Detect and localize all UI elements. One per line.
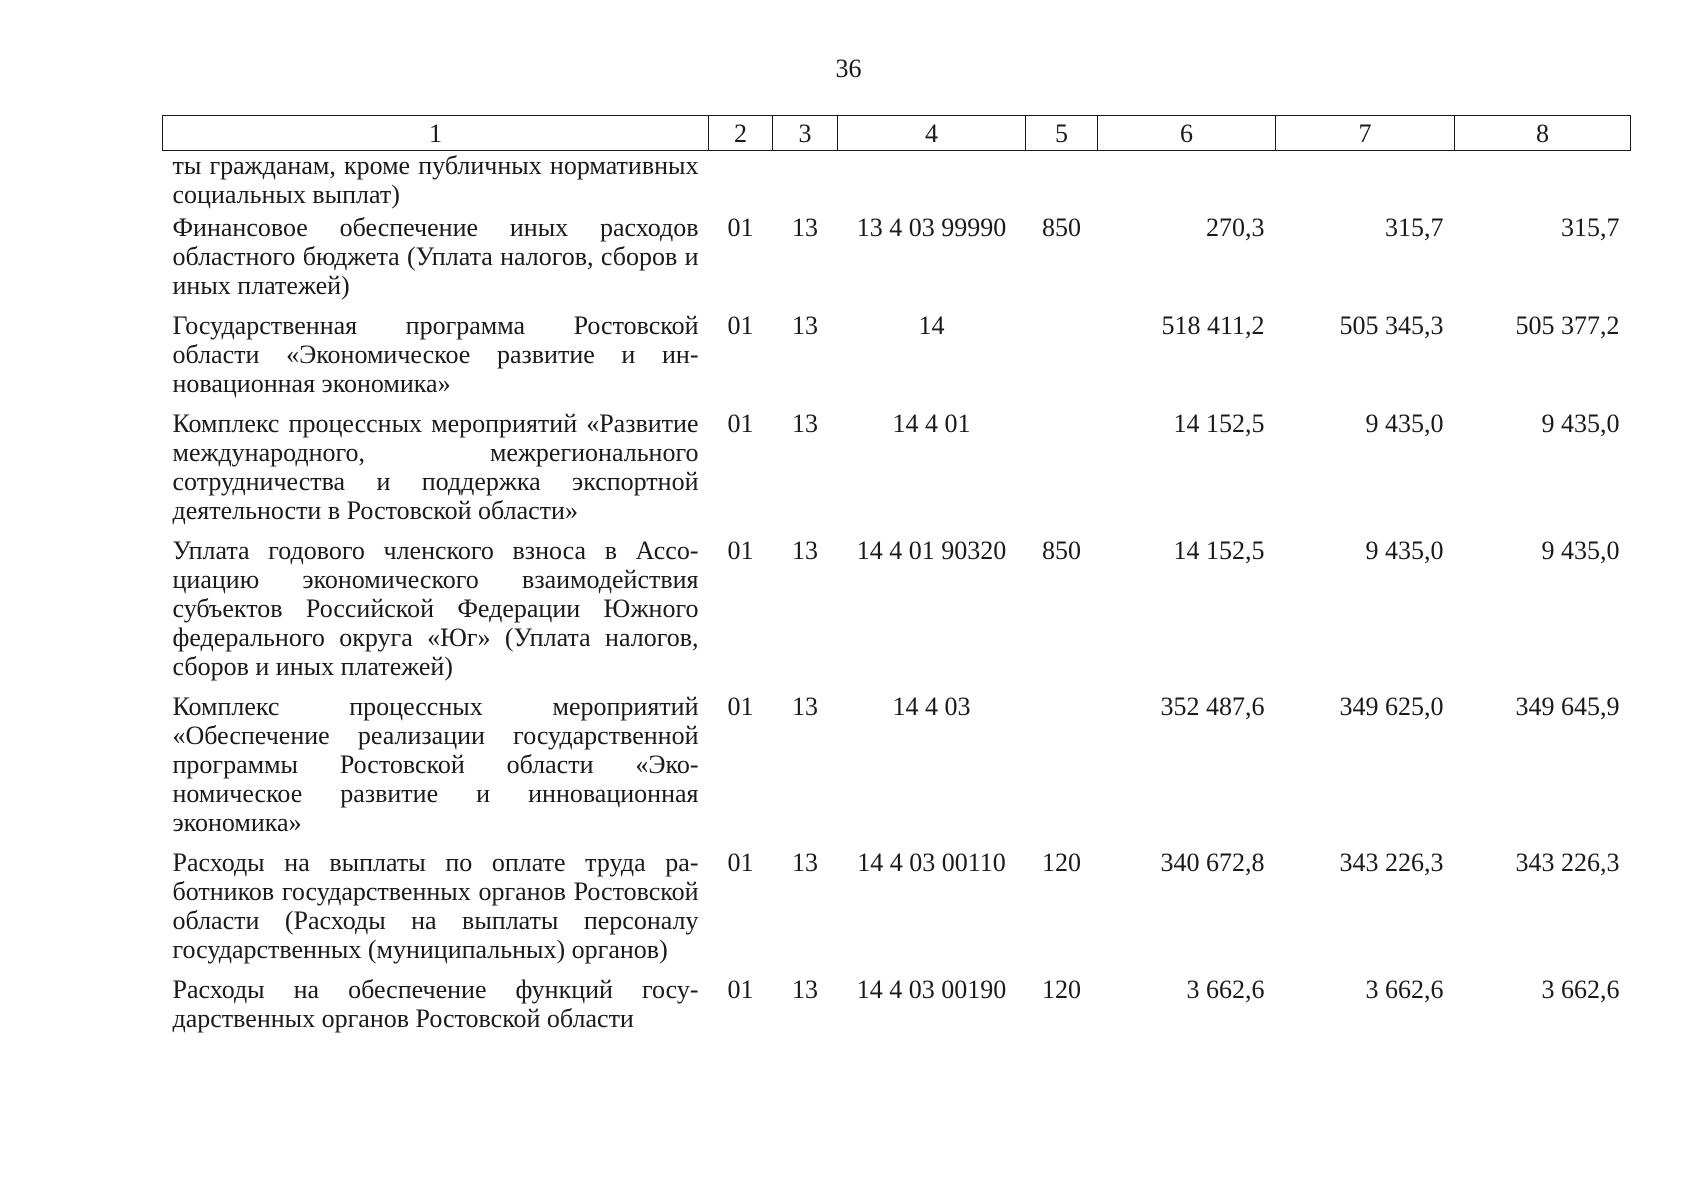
subsection-code: 13: [792, 536, 818, 565]
expense-name: Уплата годового членского взноса в Ассоциацию экономического взаимодействия субъектов Российской Федерации Южного федерального округа «Юг» (Уплата налогов, сборов и иных платежей): [172, 536, 699, 681]
amount-col6: 14 152,5: [1173, 409, 1265, 438]
table-row: [163, 213, 1631, 311]
expense-type-code: [1026, 151, 1098, 214]
expense-type-code: 850: [1042, 213, 1081, 242]
expense-type-code: 850: [1042, 536, 1081, 565]
column-header-6: 6: [1098, 116, 1276, 151]
amount-col7: 505 345,3: [1339, 311, 1444, 340]
expense-name: Расходы на выплаты по оплате труда работников государственных органов Ростовской области (Расходы на выплаты персоналу государственных (муниципальных) органов): [172, 848, 699, 964]
amount-col7: 343 226,3: [1339, 848, 1444, 877]
amount-col8: 349 645,9: [1515, 692, 1620, 721]
amount-col7: 3 662,6: [1365, 975, 1444, 1004]
amount-col8: 315,7: [1561, 213, 1620, 242]
expense-name: Государственная программа Ростовской области «Экономическое развитие и инновационная экономика»: [172, 311, 699, 398]
table-body: [163, 151, 1631, 1045]
amount-col7: 9 435,0: [1365, 536, 1444, 565]
subsection-code: 13: [792, 848, 818, 877]
target-article-code: 14 4 01: [892, 409, 971, 438]
target-article-code: 14 4 01 90320: [856, 536, 1007, 565]
expense-type-code: [1026, 409, 1098, 536]
section-code: 01: [727, 536, 754, 565]
amount-col6: 340 672,8: [1160, 848, 1265, 877]
column-header-7: 7: [1276, 116, 1455, 151]
table-row: [163, 151, 1631, 214]
section-code: 01: [727, 975, 754, 1004]
table-row: [163, 536, 1631, 692]
target-article-code: 14: [918, 311, 945, 340]
expense-name: ты гражданам, кроме публичных нормативных социальных выплат): [172, 151, 699, 209]
table-row: [163, 692, 1631, 848]
target-article-code: 14 4 03: [892, 692, 971, 721]
column-header-4: 4: [838, 116, 1026, 151]
target-article-code: 14 4 03 00190: [856, 975, 1007, 1004]
budget-table: [162, 115, 1631, 1044]
column-header-3: 3: [773, 116, 838, 151]
expense-type-code: 120: [1042, 975, 1081, 1004]
section-code: 01: [727, 311, 754, 340]
amount-col8: 9 435,0: [1541, 536, 1620, 565]
table-row: [163, 409, 1631, 536]
amount-col7: [1276, 151, 1455, 214]
column-header-8: 8: [1455, 116, 1631, 151]
expense-name: Комплекс процессных мероприятий «Развитие международного, межрегионального сотрудничества и поддержка экспортной деятельности в Ростовской области»: [172, 409, 699, 525]
expense-type-code: [1026, 692, 1098, 848]
subsection-code: [773, 151, 838, 214]
amount-col8: 9 435,0: [1541, 409, 1620, 438]
subsection-code: 13: [792, 311, 818, 340]
table-row: [163, 975, 1631, 1044]
amount-col6: 270,3: [1206, 213, 1265, 242]
subsection-code: 13: [792, 213, 818, 242]
amount-col6: 352 487,6: [1160, 692, 1265, 721]
amount-col6: [1098, 151, 1276, 214]
column-header-2: 2: [709, 116, 773, 151]
amount-col7: 315,7: [1385, 213, 1444, 242]
column-header-1: 1: [163, 116, 709, 151]
amount-col6: 3 662,6: [1186, 975, 1265, 1004]
amount-col6: 14 152,5: [1173, 536, 1265, 565]
section-code: 01: [727, 848, 754, 877]
amount-col8: 3 662,6: [1541, 975, 1620, 1004]
column-header-5: 5: [1026, 116, 1098, 151]
expense-name: Расходы на обеспечение функций государственных органов Ростовской области: [172, 975, 699, 1033]
page-number: 36: [835, 54, 862, 83]
section-code: 01: [727, 213, 754, 242]
amount-col8: 505 377,2: [1515, 311, 1620, 340]
amount-col7: 349 625,0: [1339, 692, 1444, 721]
subsection-code: 13: [792, 975, 818, 1004]
amount-col6: 518 411,2: [1161, 311, 1265, 340]
target-article-code: 14 4 03 00110: [857, 848, 1006, 877]
section-code: 01: [727, 409, 754, 438]
expense-type-code: [1026, 311, 1098, 409]
section-code: [709, 151, 773, 214]
subsection-code: 13: [792, 692, 818, 721]
table-row: [163, 848, 1631, 975]
amount-col8: [1455, 151, 1631, 214]
header-row: [163, 116, 1631, 151]
table-header: [163, 116, 1631, 151]
target-article-code: 13 4 03 99990: [856, 213, 1007, 242]
expense-name: Комплекс процессных мероприятий «Обеспечение реализации государственной программы Ростовской области «Экономическое развитие и инновационная экономика»: [172, 692, 699, 837]
expense-type-code: 120: [1042, 848, 1081, 877]
target-article-code: [838, 151, 1026, 214]
expense-name: Финансовое обеспечение иных расходов областного бюджета (Уплата налогов, сборов и иных платежей): [172, 213, 699, 300]
table-row: [163, 311, 1631, 409]
amount-col7: 9 435,0: [1365, 409, 1444, 438]
amount-col8: 343 226,3: [1515, 848, 1620, 877]
section-code: 01: [727, 692, 754, 721]
subsection-code: 13: [792, 409, 818, 438]
